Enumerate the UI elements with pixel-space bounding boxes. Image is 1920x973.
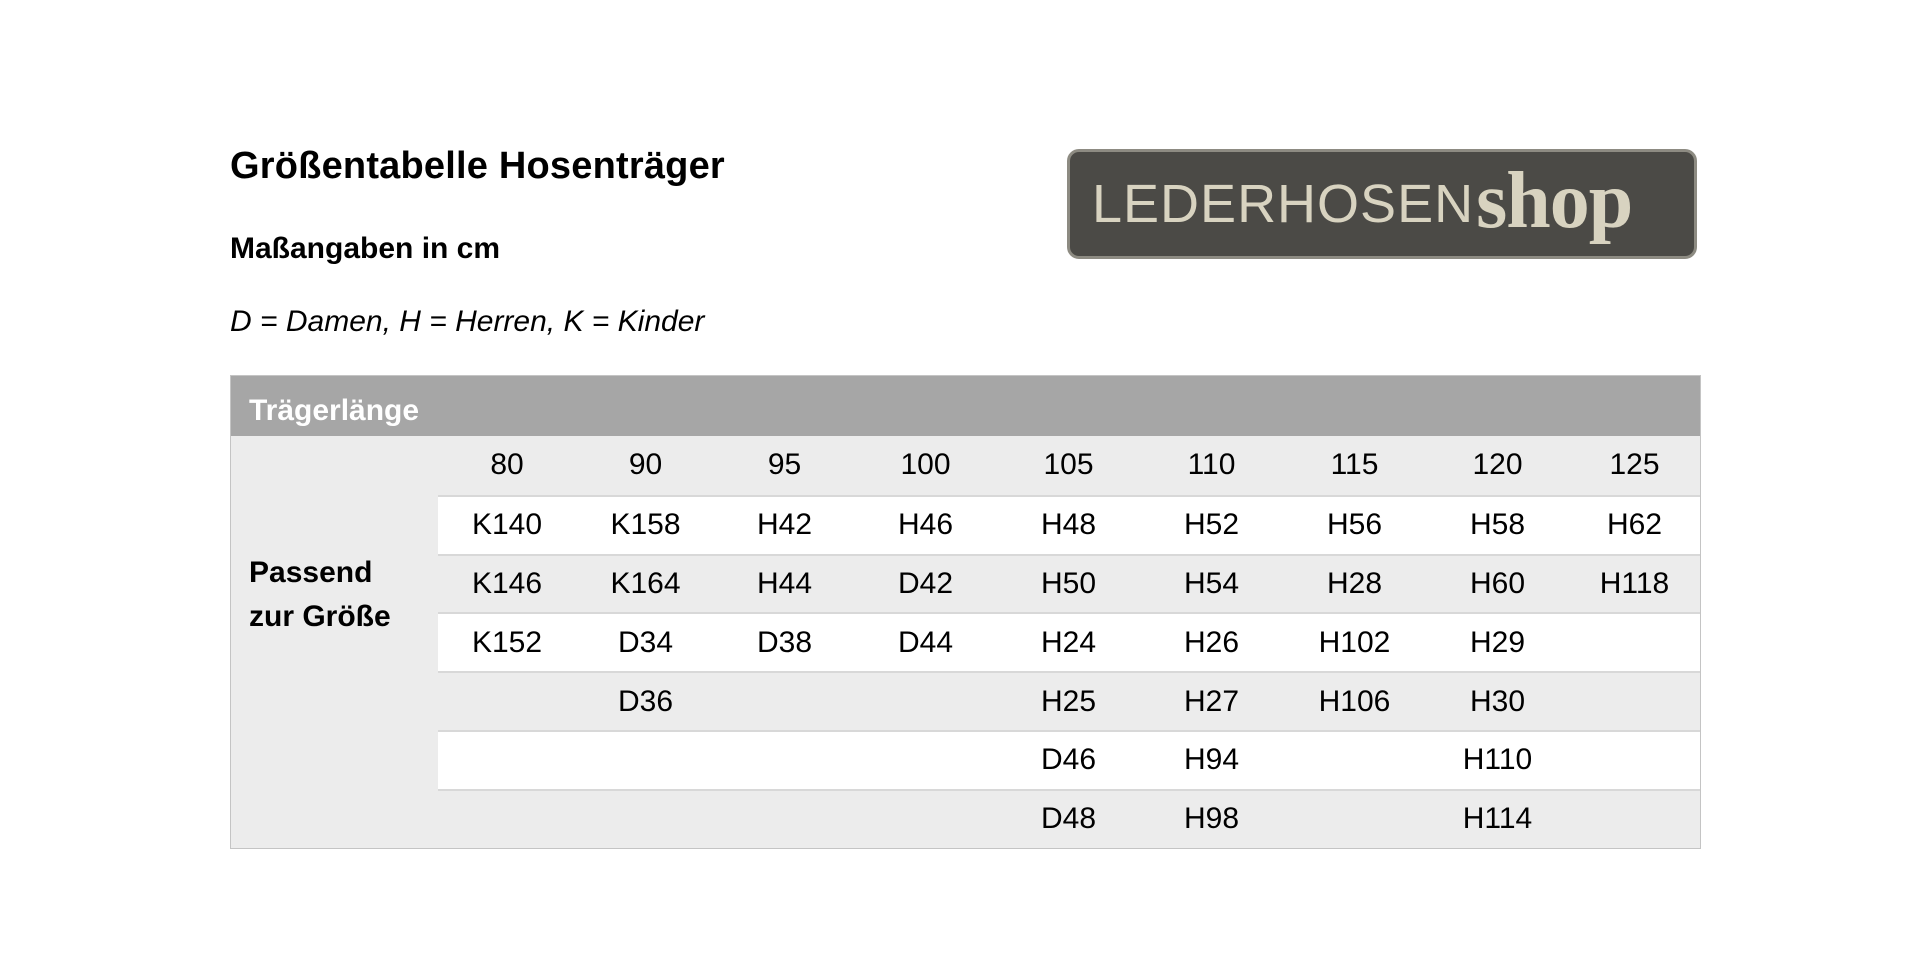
size-cell: H50 — [1040, 566, 1097, 600]
size-cell: H56 — [1326, 508, 1383, 542]
row-label — [249, 551, 391, 639]
size-cell — [1569, 614, 1700, 671]
length-cell: 105 — [1043, 448, 1094, 482]
size-cell: K140 — [471, 508, 543, 542]
size-cell: H114 — [1462, 802, 1533, 836]
size-cell: H24 — [1040, 625, 1097, 659]
size-cell: K152 — [471, 625, 543, 659]
logo-text-light: LEDERHOSEN — [1092, 174, 1475, 234]
size-cell: H98 — [1183, 802, 1240, 836]
table-row — [438, 671, 1700, 730]
size-cell — [854, 673, 997, 730]
size-cell: H27 — [1183, 684, 1240, 718]
length-cell: 120 — [1472, 448, 1523, 482]
size-cell — [438, 732, 576, 789]
size-cell: K164 — [610, 566, 681, 600]
size-cell: H106 — [1318, 684, 1391, 718]
size-cell: H29 — [1469, 625, 1526, 659]
lederhosenshop-logo — [1067, 149, 1697, 259]
row-label-line2: zur Größe — [249, 600, 391, 633]
size-cell: H60 — [1469, 566, 1526, 600]
size-cell: H118 — [1599, 566, 1670, 600]
size-cell: D44 — [897, 625, 954, 659]
size-table — [230, 375, 1701, 849]
size-cell: D48 — [1040, 802, 1097, 836]
table-row — [438, 612, 1700, 671]
table-row — [438, 554, 1700, 613]
units-subtitle: Maßangaben in cm — [230, 232, 501, 265]
length-cell: 125 — [1609, 448, 1660, 482]
abbreviation-legend: D = Damen, H = Herren, K = Kinder — [230, 305, 705, 338]
size-cell — [1569, 791, 1700, 848]
size-cell — [438, 673, 576, 730]
size-grid — [438, 436, 1700, 848]
size-cell — [715, 732, 854, 789]
size-cell — [438, 791, 576, 848]
table-header — [231, 376, 1700, 436]
size-cell — [1569, 673, 1700, 730]
size-cell: H30 — [1469, 684, 1526, 718]
size-cell: H58 — [1469, 508, 1526, 542]
size-cell — [715, 791, 854, 848]
size-cell — [1283, 791, 1426, 848]
table-row — [438, 789, 1700, 848]
size-cell: H44 — [756, 566, 813, 600]
length-row — [438, 436, 1700, 495]
size-cell: K146 — [471, 566, 543, 600]
size-cell: H25 — [1040, 684, 1097, 718]
size-cell — [1569, 732, 1700, 789]
size-cell: H26 — [1183, 625, 1240, 659]
row-label-line1: Passend — [249, 556, 373, 589]
length-cell: 80 — [490, 448, 524, 482]
size-cell — [576, 732, 715, 789]
size-cell: H110 — [1462, 743, 1533, 777]
size-cell: K158 — [610, 508, 681, 542]
row-label-column — [231, 436, 438, 848]
size-cell: D42 — [897, 566, 954, 600]
length-cell: 115 — [1330, 448, 1379, 482]
size-cell: H48 — [1040, 508, 1097, 542]
size-cell: D38 — [756, 625, 813, 659]
size-cell: H46 — [897, 508, 954, 542]
length-cell: 95 — [767, 448, 802, 482]
size-cell: H42 — [756, 508, 813, 542]
size-cell: D46 — [1040, 743, 1097, 777]
size-cell: H52 — [1183, 508, 1240, 542]
size-cell: D36 — [617, 684, 674, 718]
length-cell: 110 — [1187, 448, 1236, 482]
size-cell: D34 — [617, 625, 674, 659]
table-header-label: Trägerlänge — [249, 394, 420, 427]
size-cell: H54 — [1183, 566, 1240, 600]
size-cell — [1283, 732, 1426, 789]
size-cell: H102 — [1318, 625, 1391, 659]
size-cell — [715, 673, 854, 730]
size-cell — [576, 791, 715, 848]
size-cell — [854, 732, 997, 789]
size-cell — [854, 791, 997, 848]
size-cell: H62 — [1606, 508, 1663, 542]
size-cell: H94 — [1183, 743, 1240, 777]
length-cell: 100 — [900, 448, 951, 482]
length-cell: 90 — [628, 448, 663, 482]
page-title: Größentabelle Hosenträger — [230, 145, 725, 187]
size-cell: H28 — [1326, 566, 1383, 600]
logo-text-bold: shop — [1476, 156, 1633, 245]
table-row — [438, 730, 1700, 789]
table-row — [438, 495, 1700, 554]
